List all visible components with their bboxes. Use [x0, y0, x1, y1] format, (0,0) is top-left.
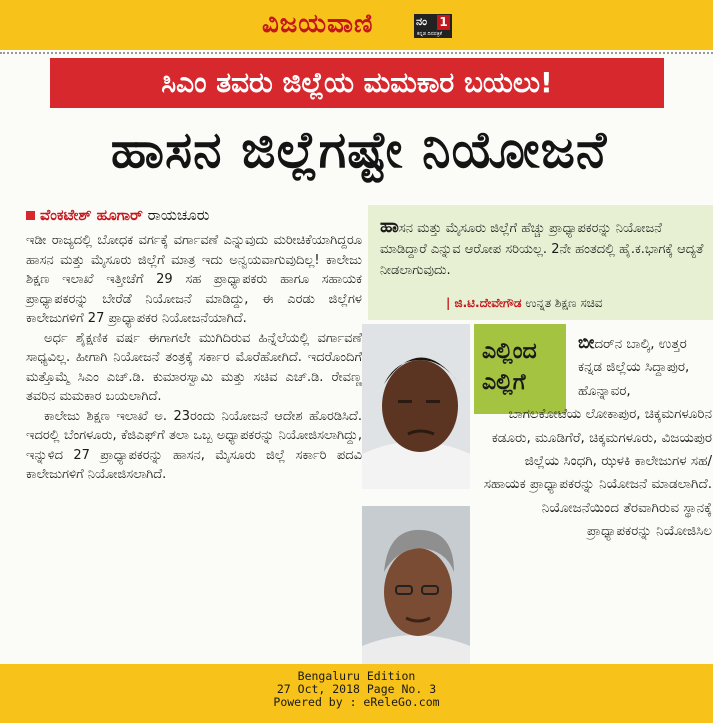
revanna-photo [362, 506, 470, 666]
masthead [0, 0, 713, 50]
places-rest: ಬಾಗಲಕೋಟೆಯ ಲೋಕಾಪುರ, ಚಿಕ್ಕಮಗಳೂರಿನ ಕಡೂರು, ಮೂಡಿಗೆರೆ, ಚಿಕ್ಕಮಗಳೂರು, ವಿಜಯಪುರ ಜಿಲ್ಲೆಯ ಸಿಂಧಗಿ, ಝಳಕಿ ಕಾಲೇಜುಗಳ ಸಹ/ ಸಹಾಯಕ ಪ್ರಾಧ್ಯಾಪಕರನ್ನು ನಿಯೋಜನೆ ಮಾಡಲಾಗಿದೆ. ನಿಯೋಜನೆಯಿಂದ ತೆರವಾಗಿರುವ ಸ್ಥಾನಕ್ಕೆ ಪ್ರಾಧ್ಯಾಪಕರನ್ನು ನಿಯೋಜಿಸಿಲ [483, 406, 712, 540]
footer-edition: Bengaluru Edition [297, 669, 416, 683]
footer-powered-by: Powered by : eReleGo.com [273, 695, 440, 709]
quote-role: ಉನ್ನತ ಶಿಕ್ಷಣ ಸಚಿವ [525, 296, 603, 310]
byline-place: ರಾಯಚೂರು [147, 206, 210, 224]
byline [26, 206, 209, 224]
where-label-line1: ಎಲ್ಲಿಂದ [482, 339, 537, 364]
places-lead-letter: ಬೀ [578, 333, 595, 353]
article-paragraph-2: ಅರ್ಧ ಶೈಕ್ಷಣಿಕ ವರ್ಷ ಈಗಾಗಲೇ ಮುಗಿದಿರುವ ಹಿನ್ನೆಲೆಯಲ್ಲಿ ವರ್ಗಾವಣೆ ಸಾಧ್ಯವಿಲ್ಲ. ಹೀಗಾಗಿ ನಿಯೋಜನೆ ತಂತ್ರಕ್ಕೆ ಸರ್ಕಾರ ಮೊರೆಹೋಗಿದೆ. ಇದರೊಂದಿಗೆ ಮತ್ತೊಮ್ಮೆ ಸಿಎಂ ಎಚ್.ಡಿ. ಕುಮಾರಸ್ವಾಮಿ ಮತ್ತು ಸಚಿವ ಎಚ್.ಡಿ. ರೇವಣ್ಣ ತವರಿನ ಮಮಕಾರ ಬಯಲಾಗಿದೆ. [26, 330, 362, 404]
places-list [482, 332, 712, 544]
article-paragraph-3: ಕಾಲೇಜು ಶಿಕ್ಷಣ ಇಲಾಖೆ ಅ. 23ರಂದು ನಿಯೋಜನೆ ಆದೇಶ ಹೊರಡಿಸಿದೆ. ಇದರಲ್ಲಿ ಬೆಂಗಳೂರು, ಕೆಜಿಎಫ್‌ಗೆ ತಲಾ ಒಬ್ಬ ಅಧ್ಯಾಪಕರನ್ನು ನಿಯೋಜಿಸಲಾಗಿದ್ದು, ಇನ್ನುಳಿದ 27 ಪ್ರಾಧ್ಯಾಪಕರನ್ನು ಹಾಸನ, ಮೈಸೂರು ಜಿಲ್ಲೆ ಸರ್ಕಾರಿ ಪದವಿ ಕಾಲೇಜುಗಳಿಗೆ ನಿಯೋಜಿಸಲಾಗಿದೆ. [26, 408, 362, 482]
number-one-badge [414, 14, 452, 38]
byline-author: ವೆಂಕಟೇಶ್ ಹೂಗಾರ್ [40, 206, 143, 224]
dotted-divider [0, 52, 713, 57]
where-label-line2: ಎಲ್ಲಿಗೆ [482, 370, 526, 395]
kicker-banner: ಸಿಎಂ ತವರು ಜಿಲ್ಲೆಯ ಮಮಕಾರ ಬಯಲು! [50, 58, 664, 108]
edition-footer [0, 664, 713, 723]
headline: ಹಾಸನ ಜಿಲ್ಲೆಗಷ್ಟೇ ನಿಯೋಜನೆ [110, 121, 608, 180]
article-paragraph-1: ಇಡೀ ರಾಜ್ಯದಲ್ಲಿ ಬೋಧಕ ವರ್ಗಕ್ಕೆ ವರ್ಗಾವಣೆ ಎನ್ನುವುದು ಮರೀಚಿಕೆಯಾಗಿದ್ದರೂ ಹಾಸನ ಮತ್ತು ಮೈಸೂರು ಜಿಲ್ಲೆಗೆ ಮಾತ್ರ ಇದು ಅನ್ವಯವಾಗುವುದಿಲ್ಲ! ಕಾಲೇಜು ಶಿಕ್ಷಣ ಇಲಾಖೆ ಇತ್ತೀಚೆಗೆ 29 ಸಹ ಪ್ರಾಧ್ಯಾಪಕರು ಹಾಗೂ ಸಹಾಯಕ ಪ್ರಾಧ್ಯಾಪಕರನ್ನು ಬೇರೆಡೆ ನಿಯೋಜನೆ ಮಾಡಿದ್ದು, ಈ ಎರಡು ಜಿಲ್ಲೆಗಳ ಕಾಲೇಜುಗಳಿಗೆ 27 ಪ್ರಾಧ್ಯಾಪಕರ ನಿಯೋಜನೆಯಾಗಿದೆ. [26, 233, 362, 326]
places-first [482, 332, 712, 403]
quote-body: ಸನ ಮತ್ತು ಮೈಸೂರು ಜಿಲ್ಲೆಗೆ ಹೆಚ್ಚು ಪ್ರಾಧ್ಯಾಪಕರನ್ನು ನಿಯೋಜನೆ ಮಾಡಿದ್ದಾರೆ ಎನ್ನುವ ಆರೋಪ ಸರಿಯಲ್ಲ. 2ನೇ ಹಂತದಲ್ಲಿ ಹೈ.ಕ.ಭಾಗಕ್ಕೆ ಆದ್ಯತೆ ನೀಡಲಾಗುವುದು. [380, 221, 704, 278]
badge-one-text: 1 [437, 15, 450, 30]
quote-attribution [446, 296, 602, 311]
badge-tagline: ಕನ್ನಡ ದಿನಪತ್ರಿಕೆ [417, 31, 443, 37]
kumaraswamy-photo [362, 324, 470, 489]
footer-date-page: 27 Oct, 2018 Page No. 3 [276, 682, 437, 696]
minister-quote-box [368, 205, 713, 320]
quote-lead-letter: ಹಾ [380, 216, 399, 237]
quote-name: | ಜಿ.ಟಿ.ದೇವೇಗೌಡ [446, 296, 522, 310]
badge-number-text: ನಂ [416, 15, 427, 28]
article-body [26, 231, 362, 485]
newspaper-logo: ವಿಜಯವಾಣಿ [262, 9, 374, 39]
places-first-text: ದರ್‌ನ ಬಾಲ್ಕಿ, ಉತ್ತರ ಕನ್ನಡ ಜಿಲ್ಲೆಯ ಸಿದ್ದಾಪುರ, ಹೊನ್ನಾವರ, [578, 336, 690, 399]
bullet-square-icon [26, 211, 35, 220]
quote-text [380, 216, 705, 281]
